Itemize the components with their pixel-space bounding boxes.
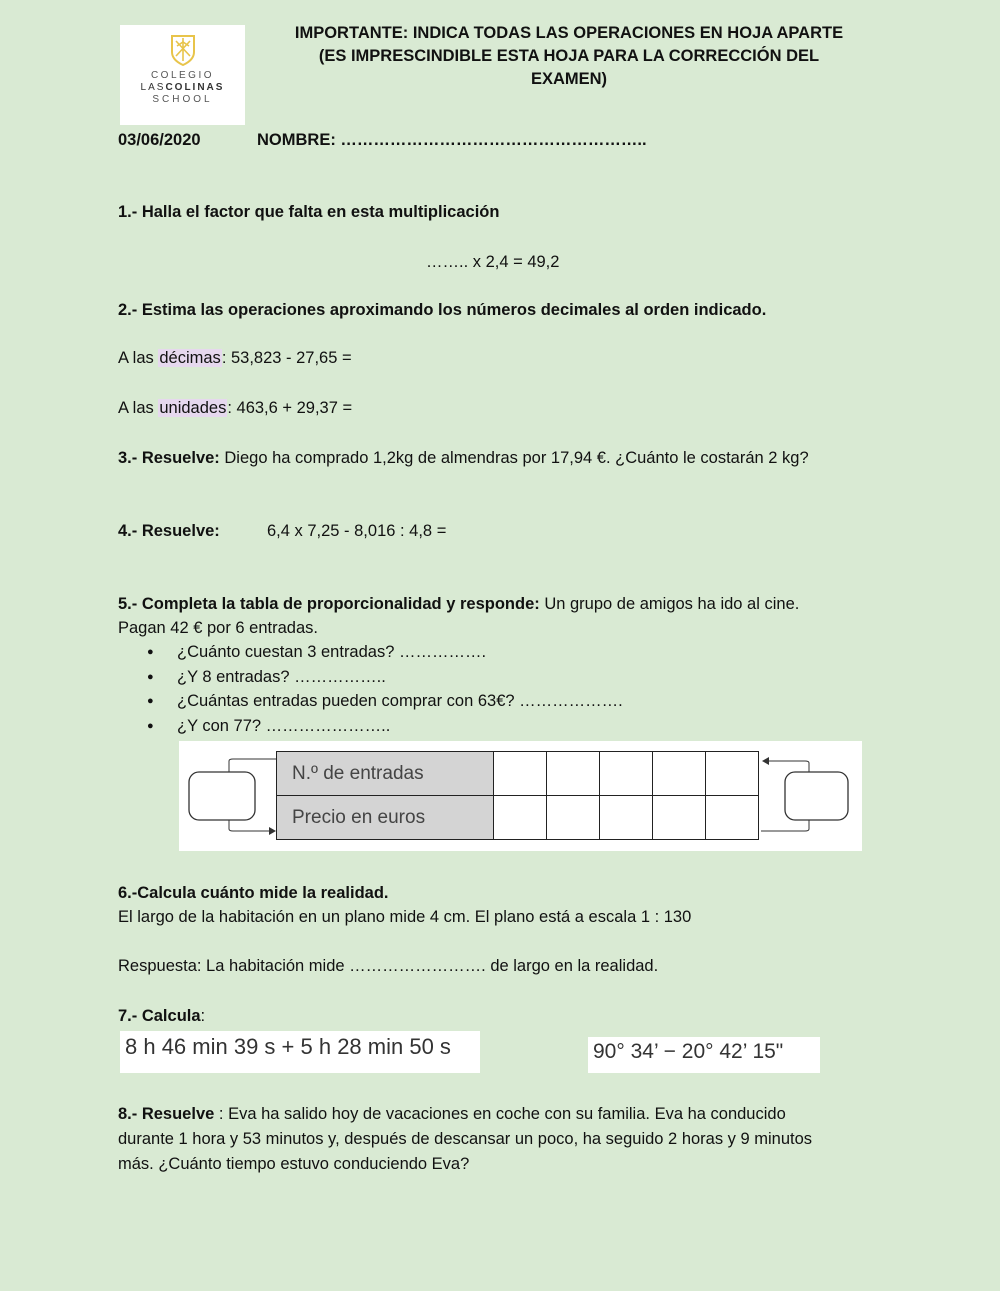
question-6-title: 6.-Calcula cuánto mide la realidad. <box>118 884 389 902</box>
question-5-bullets <box>147 640 623 738</box>
question-5: 5.- Completa la tabla de proporcionalidad y responde: Un grupo de amigos ha ido al cine. <box>118 595 800 613</box>
question-6-answer[interactable]: Respuesta: La habitación mide ……………………. de largo en la realidad. <box>118 957 659 975</box>
table-cell[interactable] <box>600 796 653 840</box>
shield-icon <box>169 34 197 66</box>
list-item: ● ¿Y con 77? ………………….. <box>147 714 623 739</box>
table-cell[interactable] <box>653 796 706 840</box>
table-cell[interactable] <box>653 752 706 796</box>
proportionality-table-figure <box>179 741 862 851</box>
row-label-price: Precio en euros <box>277 796 494 840</box>
list-item: ● ¿Cuántas entradas pueden comprar con 63€? ………………. <box>147 689 623 714</box>
question-7-operation-1: 8 h 46 min 39 s + 5 h 28 min 50 s <box>120 1031 480 1073</box>
question-4-expression: 6,4 x 7,25 - 8,016 : 4,8 = <box>267 522 447 540</box>
table-cell[interactable] <box>494 752 547 796</box>
question-7-title: 7.- Calcula: <box>118 1007 206 1025</box>
table-cell[interactable] <box>494 796 547 840</box>
question-8: 8.- Resuelve : Eva ha salido hoy de vacaciones en coche con su familia. Eva ha conducido durante 1 hora y 53 minutos y, después de descansar un poco, ha seguido 2 horas y 9 minutos más. ¿Cuánto tiempo estuvo conduciendo Eva? <box>118 1105 813 1173</box>
table-row <box>277 796 759 840</box>
list-item: ● ¿Cuánto cuestan 3 entradas? ……………. <box>147 640 623 665</box>
question-4-label: 4.- Resuelve: <box>118 522 220 540</box>
logo-line-1: COLEGIO <box>150 70 215 81</box>
question-2-part-a: A las décimas: 53,823 - 27,65 = <box>118 349 352 367</box>
table-cell[interactable] <box>547 752 600 796</box>
question-2-title: 2.- Estima las operaciones aproximando los números decimales al orden indicado. <box>118 301 767 319</box>
question-1-equation: …….. x 2,4 = 49,2 <box>426 253 560 271</box>
question-2-part-b: A las unidades: 463,6 + 29,37 = <box>118 399 353 417</box>
table-row <box>277 752 759 796</box>
question-7-operation-2: 90° 34’ − 20° 42’ 15" <box>588 1037 820 1073</box>
school-logo <box>120 25 245 125</box>
row-label-entries: N.º de entradas <box>277 752 494 796</box>
logo-line-2: LASCOLINAS <box>140 82 225 93</box>
question-6-text: El largo de la habitación en un plano mide 4 cm. El plano está a escala 1 : 130 <box>118 908 692 926</box>
exam-instructions-header: IMPORTANTE: INDICA TODAS LAS OPERACIONES EN HOJA APARTE (ES IMPRESCINDIBLE ESTA HOJA PARA LA CORRECCIÓN DEL EXAMEN) <box>294 24 844 88</box>
student-name-field[interactable]: NOMBRE: ……………………………………………….. <box>257 131 647 149</box>
question-5-line-2: Pagan 42 € por 6 entradas. <box>118 619 318 637</box>
question-1-title: 1.- Halla el factor que falta en esta multiplicación <box>118 203 500 221</box>
logo-line-3: SCHOOL <box>152 94 213 105</box>
question-3: 3.- Resuelve: Diego ha comprado 1,2kg de almendras por 17,94 €. ¿Cuánto le costarán 2 kg? <box>118 449 809 467</box>
proportionality-table <box>276 751 759 840</box>
exam-date: 03/06/2020 <box>118 131 201 149</box>
table-cell[interactable] <box>600 752 653 796</box>
list-item: ● ¿Y 8 entradas? …………….. <box>147 665 623 690</box>
table-cell[interactable] <box>706 752 759 796</box>
table-cell[interactable] <box>547 796 600 840</box>
table-cell[interactable] <box>706 796 759 840</box>
